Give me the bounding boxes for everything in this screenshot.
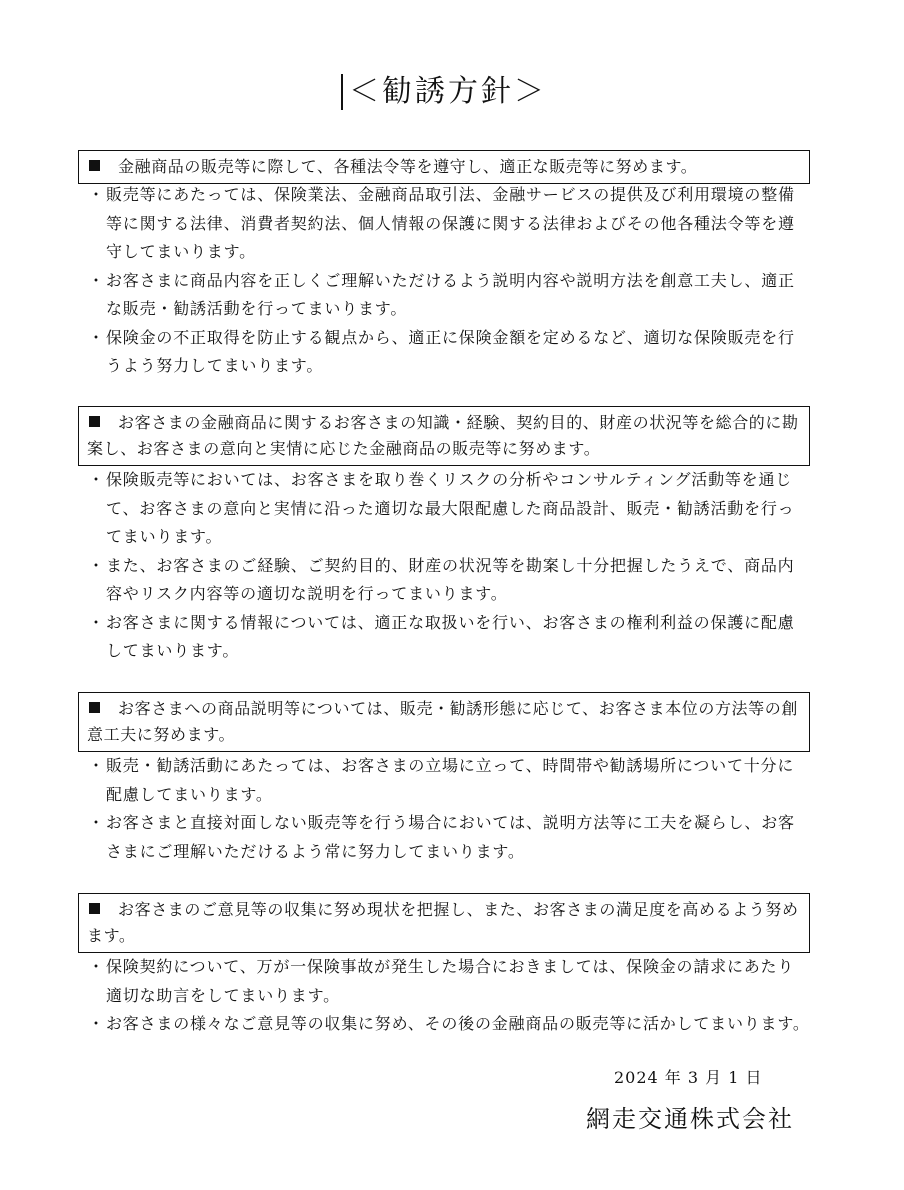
section-2-heading-text: お客さまの金融商品に関するお客さまの知識・経験、契約目的、財産の状況等を総合的に勘案し、お客さまの意向と実情に応じた金融商品の販売等に努めます。 [87,413,799,458]
list-item-text: 販売・勧誘活動にあたっては、お客さまの立場に立って、時間帯や勧誘場所について十分に配慮してまいります。 [106,756,795,804]
bullet-dot: ・ [88,957,105,976]
list-item [88,809,810,866]
list-item-text: お客さまに関する情報については、適正な取扱いを行い、お客さまの権利利益の保護に配慮してまいります。 [106,612,795,660]
list-item-text: 保険契約について、万が一保険事故が発生した場合におきましては、保険金の請求にあたり適切な助言をしてまいります。 [106,957,795,1005]
section-2-heading [78,406,810,466]
section-3-heading-text: お客さまへの商品説明等については、販売・勧誘形態に応じて、お客さま本位の方法等の創意工夫に努めます。 [87,699,798,744]
bullet-dot: ・ [88,612,105,632]
section-4-heading-text: お客さまのご意見等の収集に努め現状を把握し、また、お客さまの満足度を高めるよう努めます。 [87,900,799,945]
section-3-heading [78,692,810,752]
list-item-text: 保険金の不正取得を防止する観点から、適正に保険金額を定めるなど、適切な保険販売を行うよう努力してまいります。 [106,327,795,375]
square-bullet-icon [89,903,100,914]
list-item-text: お客さまの様々なご意見等の収集に努め、その後の金融商品の販売等に活かしてまいります。 [106,1014,810,1033]
bullet-dot: ・ [88,270,105,290]
bullet-dot: ・ [88,813,105,832]
list-item-text: お客さまに商品内容を正しくご理解いただけるよう説明内容や説明方法を創意工夫し、適正な販売・勧誘活動を行ってまいります。 [106,270,795,318]
company-name: 網走交通株式会社 [586,1105,794,1133]
title-bar [341,74,343,110]
bullet-dot: ・ [88,555,105,575]
section-1-heading [78,150,810,184]
list-item-text: お客さまと直接対面しない販売等を行う場合においては、説明方法等に工夫を凝らし、お客さまにご理解いただけるよう常に努力してまいります。 [106,813,795,861]
list-item [88,324,810,381]
section-1-heading-text: 金融商品の販売等に際して、各種法令等を遵守し、適正な販売等に努めます。 [118,157,698,176]
bullet-dot: ・ [88,470,105,489]
list-item [88,181,810,267]
page-title-text: ＜勧誘方針＞ [349,74,547,109]
bullet-dot: ・ [88,185,105,204]
bullet-dot: ・ [88,1014,105,1033]
section-1-list [88,181,810,381]
list-item [88,1010,810,1039]
list-item-text: 保険販売等においては、お客さまを取り巻くリスクの分析やコンサルティング活動等を通じて、お客さまの意向と実情に沿った適切な最大限配慮した商品設計、販売・勧誘活動を行ってまいります。 [106,470,795,546]
list-item [88,267,810,324]
list-item [88,466,810,552]
square-bullet-icon [89,702,100,713]
section-4-heading [78,893,810,953]
page-title [341,70,561,114]
list-item [88,609,810,666]
list-item [88,953,810,1010]
section-2-list [88,466,810,666]
square-bullet-icon [89,416,100,427]
bullet-dot: ・ [88,327,105,347]
list-item-text: 販売等にあたっては、保険業法、金融商品取引法、金融サービスの提供及び利用環境の整備等に関する法律、消費者契約法、個人情報の保護に関する法律およびその他各種法令等を遵守してまいります。 [106,185,795,261]
section-3-list [88,752,810,866]
document-date: 2024 年 3 月 1 日 [614,1068,763,1087]
list-item [88,752,810,809]
bullet-dot: ・ [88,756,105,775]
list-item [88,552,810,609]
list-item-text: また、お客さまのご経験、ご契約目的、財産の状況等を勘案し十分把握したうえで、商品内容やリスク内容等の適切な説明を行ってまいります。 [106,555,795,603]
section-4-list [88,953,810,1039]
square-bullet-icon [89,160,100,171]
